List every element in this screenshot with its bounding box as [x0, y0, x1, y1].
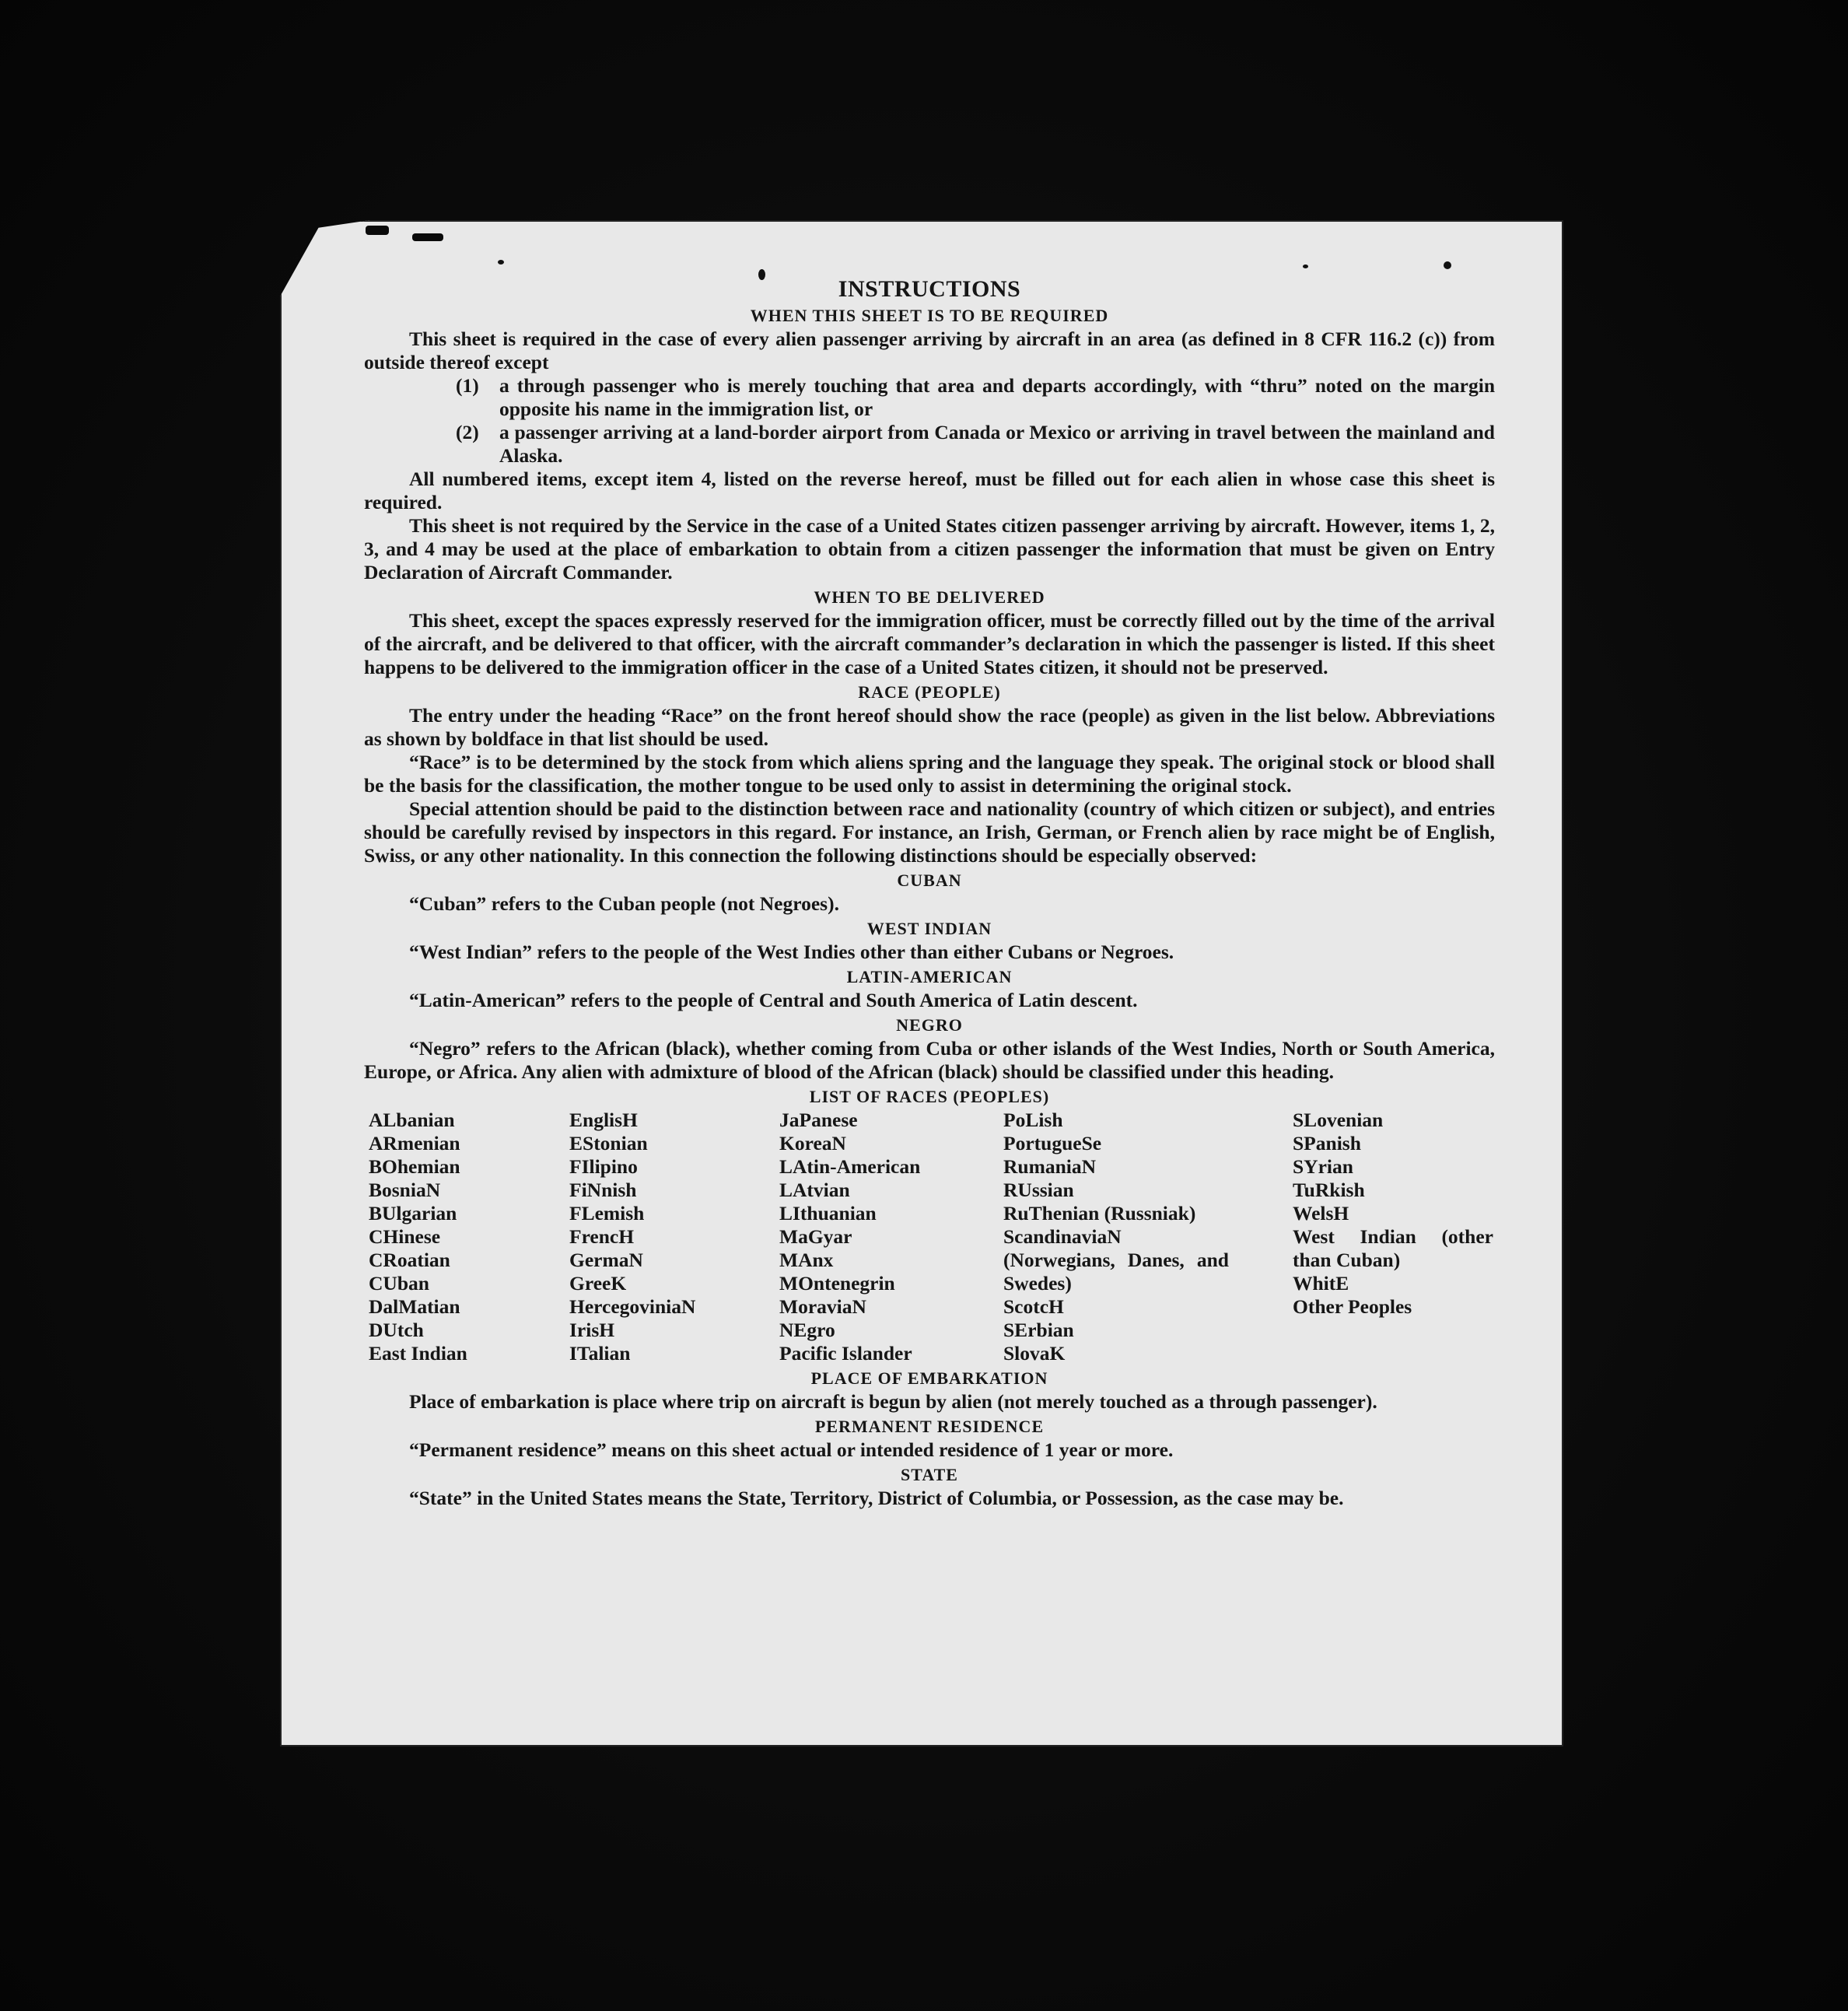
list-item: [456, 421, 1495, 468]
race-entry: RumaniaN: [1003, 1155, 1097, 1178]
race-entry: SPanish: [1293, 1132, 1361, 1154]
race-entry: SErbian: [1003, 1319, 1074, 1341]
item-text: a passenger arriving at a land-border airport from Canada or Mexico or arriving in travel between the mainland and Alaska.: [499, 421, 1495, 467]
race-entry: Pacific Islander: [779, 1342, 912, 1365]
race-column: [1293, 1109, 1500, 1365]
race-entry: LAtvian: [779, 1179, 850, 1201]
race-entry: ALbanian: [369, 1109, 455, 1131]
paragraph: “State” in the United States means the State, Territory, District of Columbia, or Possession, as the case may be.: [409, 1487, 1344, 1509]
paragraph: “Race” is to be determined by the stock from which aliens spring and the language they speak. The original stock or blood shall be the basis for the classification, the mother tongue to be used only to assist in determining the original stock.: [364, 751, 1495, 797]
race-entry: BosniaN: [369, 1179, 441, 1201]
section-heading: RACE (PEOPLE): [858, 682, 1001, 702]
section-heading: LATIN-AMERICAN: [846, 967, 1013, 986]
race-entry: SLovenian: [1293, 1109, 1384, 1131]
paragraph: Special attention should be paid to the distinction between race and nationality (country of which citizen or subject), and entries should be carefully revised by inspectors in this regard. For instance, an Irish, German, or French alien by race might be of English, Swiss, or any other nationality. In this connection the following distinctions should be especially observed:: [364, 797, 1495, 867]
paragraph: “Cuban” refers to the Cuban people (not Negroes).: [409, 892, 839, 915]
item-text: a through passenger who is merely touching that area and departs accordingly, with “thru” noted on the margin opposite his name in the immigration list, or: [499, 374, 1495, 420]
section-heading: STATE: [901, 1465, 958, 1484]
race-entry: WelsH: [1293, 1202, 1349, 1224]
race-entry: PortugueSe: [1003, 1132, 1102, 1154]
race-entry: DalMatian: [369, 1295, 460, 1318]
race-entry: CRoatian: [369, 1249, 450, 1271]
race-entry: SlovaK: [1003, 1342, 1066, 1365]
race-entry: JaPanese: [779, 1109, 858, 1131]
race-entry: ScotcH: [1003, 1295, 1064, 1318]
section-heading: NEGRO: [896, 1015, 963, 1035]
paragraph: Place of embarkation is place where trip on aircraft is begun by alien (not merely touched as a through passenger).: [409, 1390, 1377, 1413]
paragraph: The entry under the heading “Race” on the front hereof should show the race (people) as given in the list below. Abbreviations as shown by boldface in that list should be used.: [364, 704, 1495, 750]
tear-mark: [412, 233, 443, 241]
race-entry: ScandinaviaN (Norwegians, Danes, and Swedes): [1003, 1225, 1229, 1295]
paragraph: “Negro” refers to the African (black), whether coming from Cuba or other islands of the West Indies, North or South America, Europe, or Africa. Any alien with admixture of blood of the African (black) should be classified under this heading.: [364, 1037, 1495, 1083]
tear-mark: [366, 226, 389, 235]
race-list: [369, 1109, 1495, 1365]
race-entry: MOntenegrin: [779, 1272, 895, 1295]
race-entry: ITalian: [569, 1342, 631, 1365]
section-heading: WHEN THIS SHEET IS TO BE REQUIRED: [750, 306, 1109, 325]
race-entry: WhitE: [1293, 1272, 1349, 1295]
paragraph: “Permanent residence” means on this sheet actual or intended residence of 1 year or more.: [409, 1438, 1174, 1461]
race-column: [569, 1109, 779, 1365]
race-entry: FrencH: [569, 1225, 635, 1248]
race-entry: FIlipino: [569, 1155, 638, 1178]
item-number: (2): [456, 421, 479, 443]
race-entry: East Indian: [369, 1342, 467, 1365]
race-entry: MAnx: [779, 1249, 834, 1271]
race-entry: ARmenian: [369, 1132, 460, 1154]
section-heading: CUBAN: [897, 871, 962, 890]
race-entry: PoLish: [1003, 1109, 1063, 1131]
race-entry: MaGyar: [779, 1225, 852, 1248]
race-entry: EnglisH: [569, 1109, 638, 1131]
section-heading: LIST OF RACES (PEOPLES): [809, 1087, 1050, 1106]
instructions-body: [364, 276, 1495, 1510]
race-column: [369, 1109, 569, 1365]
paragraph: “West Indian” refers to the people of the West Indies other than either Cubans or Negroes.: [409, 941, 1174, 963]
paragraph: “Latin-American” refers to the people of Central and South America of Latin descent.: [409, 989, 1138, 1011]
race-entry: FLemish: [569, 1202, 645, 1224]
list-item: [456, 374, 1495, 421]
paragraph: This sheet, except the spaces expressly reserved for the immigration officer, must be correctly filled out by the time of the arrival of the aircraft, and be delivered to that officer, with the aircraft commander’s declaration in which the passenger is listed. If this sheet happens to be delivered to the immigration officer in the case of a United States citizen, it should not be preserved.: [364, 609, 1495, 678]
race-entry: NEgro: [779, 1319, 835, 1341]
paragraph: All numbered items, except item 4, listed on the reverse hereof, must be filled out for each alien in whose case this sheet is required.: [364, 468, 1495, 513]
race-entry: Other Peoples: [1293, 1295, 1412, 1318]
race-entry: EStonian: [569, 1132, 648, 1154]
race-entry: West Indian (other than Cuban): [1293, 1225, 1493, 1271]
race-entry: LAtin-American: [779, 1155, 921, 1178]
ink-spot: [1303, 265, 1308, 268]
race-column: [1003, 1109, 1293, 1365]
section-heading: WHEN TO BE DELIVERED: [814, 587, 1045, 607]
race-entry: CUban: [369, 1272, 429, 1295]
race-entry: BUlgarian: [369, 1202, 457, 1224]
race-entry: IrisH: [569, 1319, 615, 1341]
ink-spot: [1444, 261, 1451, 269]
race-entry: RuThenian (Russniak): [1003, 1202, 1196, 1224]
race-entry: LIthuanian: [779, 1202, 877, 1224]
race-entry: GreeK: [569, 1272, 627, 1295]
race-entry: BOhemian: [369, 1155, 460, 1178]
race-entry: KoreaN: [779, 1132, 846, 1154]
race-entry: MoraviaN: [779, 1295, 866, 1318]
item-number: (1): [456, 374, 479, 397]
race-entry: CHinese: [369, 1225, 441, 1248]
section-heading: PLACE OF EMBARKATION: [810, 1368, 1048, 1388]
section-heading: WEST INDIAN: [866, 919, 992, 938]
race-entry: DUtch: [369, 1319, 424, 1341]
race-entry: HercegoviniaN: [569, 1295, 696, 1318]
race-entry: FiNnish: [569, 1179, 637, 1201]
race-entry: RUssian: [1003, 1179, 1074, 1201]
ink-spot: [498, 260, 504, 265]
document-title: INSTRUCTIONS: [838, 276, 1021, 302]
paragraph: This sheet is required in the case of every alien passenger arriving by aircraft in an area (as defined in 8 CFR 116.2 (c)) from outside thereof except: [364, 328, 1495, 373]
paragraph: This sheet is not required by the Service in the case of a United States citizen passenger arriving by aircraft. However, items 1, 2, 3, and 4 may be used at the place of embarkation to obtain from a citizen passenger the information that must be given on Entry Declaration of Aircraft Commander.: [364, 514, 1495, 583]
race-entry: TuRkish: [1293, 1179, 1365, 1201]
section-heading: PERMANENT RESIDENCE: [814, 1417, 1045, 1436]
race-column: [779, 1109, 1003, 1365]
race-entry: GermaN: [569, 1249, 643, 1271]
race-entry: SYrian: [1293, 1155, 1353, 1178]
